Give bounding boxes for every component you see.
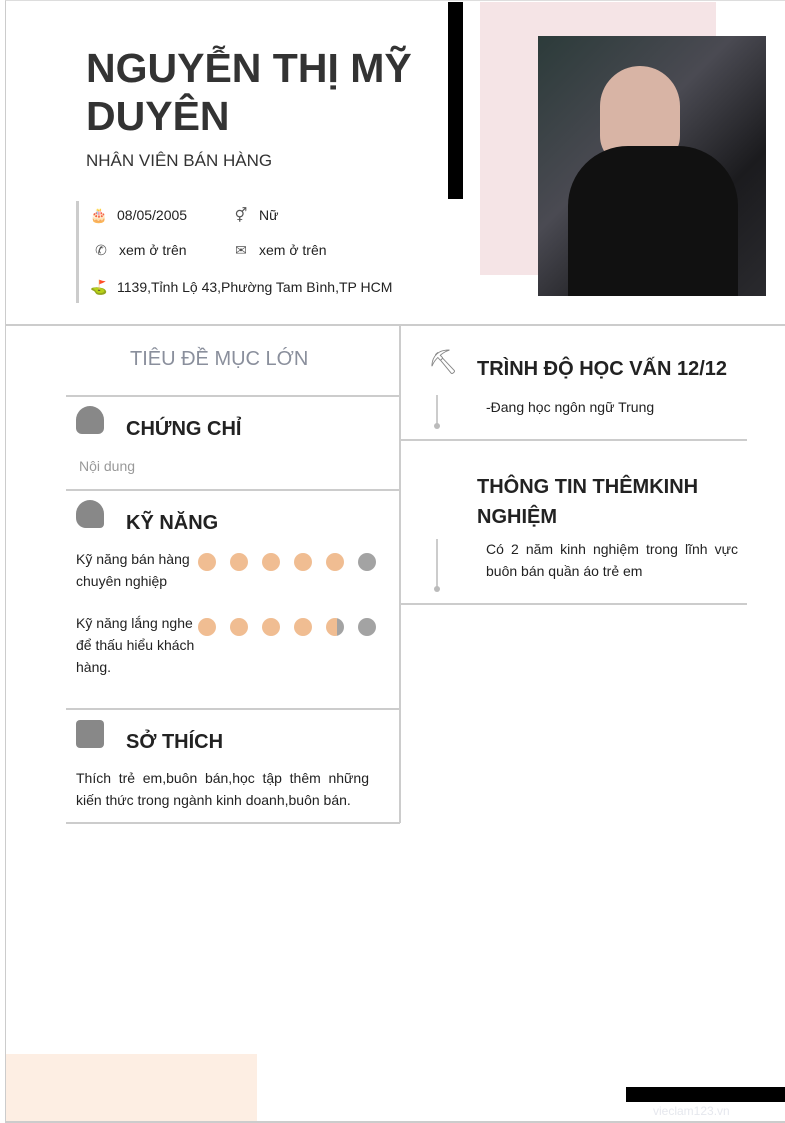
divider [66, 822, 400, 824]
gender-icon: ⚥ [234, 206, 248, 223]
divider [66, 489, 400, 491]
watermark: vieclam123.vn [653, 1104, 730, 1118]
address: 1139,Tỉnh Lộ 43,Phường Tam Bình,TP HCM [117, 279, 393, 295]
rating-dot [198, 553, 216, 571]
profile-photo [538, 36, 766, 296]
rating-dot [358, 618, 376, 636]
email-icon: ✉ [235, 241, 247, 258]
worker-shovel-icon: ⛏ [428, 349, 459, 376]
rating-dot [262, 618, 280, 636]
column-divider [399, 326, 401, 823]
rating-dot [294, 553, 312, 571]
candidate-name: NGUYỄN THỊ MỸ DUYÊN [86, 45, 412, 139]
hobbies-title: SỞ THÍCH [126, 731, 224, 753]
email: xem ở trên [259, 242, 327, 258]
rating-dot [198, 618, 216, 636]
steam-hobby-icon [76, 720, 104, 748]
header-divider [5, 324, 785, 326]
phone-icon: ✆ [95, 241, 107, 258]
divider [66, 708, 400, 710]
skill-name: Kỹ năng lắng nghe để thấu hiểu khách hàng. [76, 615, 195, 675]
rating-dot [230, 618, 248, 636]
divider [401, 603, 747, 605]
certificates-title: CHỨNG CHỈ [126, 418, 242, 440]
map-location-icon: ⛳ [90, 278, 108, 295]
divider [401, 439, 747, 441]
skill-name: Kỹ năng bán hàng chuyên nghiệp [76, 551, 190, 589]
black-bar [448, 2, 463, 199]
skill-rating [198, 553, 388, 573]
timeline-dot [434, 423, 440, 429]
head-brain-icon [76, 500, 104, 528]
job-title: NHÂN VIÊN BÁN HÀNG [86, 151, 273, 170]
skills-title: KỸ NĂNG [126, 512, 219, 534]
birthday-cake-icon: 🎂 [90, 206, 108, 223]
rating-dot [230, 553, 248, 571]
footer-black-bar [626, 1087, 785, 1102]
certificate-badge-icon [76, 406, 104, 434]
timeline-dot [434, 586, 440, 592]
rating-dot [294, 618, 312, 636]
rating-dot [262, 553, 280, 571]
experience-content: Có 2 năm kinh nghiệm trong lĩnh vực buôn bán quần áo trẻ em [486, 541, 738, 579]
certificates-content: Nội dung [79, 458, 136, 474]
hobbies-content: Thích trẻ em,buôn bán,học tập thêm những kiến thức trong ngành kinh doanh,buôn bán. [76, 770, 369, 808]
phone: xem ở trên [119, 242, 187, 258]
big-section-title: TIÊU ĐỀ MỤC LỚN [130, 348, 309, 370]
timeline-line [436, 539, 438, 589]
skill-rating [198, 618, 388, 638]
rating-dot [326, 553, 344, 571]
rating-dot [358, 553, 376, 571]
contact-info [76, 201, 416, 303]
rating-dot [326, 618, 344, 636]
birthday: 08/05/2005 [117, 207, 188, 223]
education-content: -Đang học ngôn ngữ Trung [486, 399, 655, 415]
gender: Nữ [259, 207, 279, 223]
education-title: TRÌNH ĐỘ HỌC VẤN 12/12 [477, 358, 728, 380]
experience-title: THÔNG TIN THÊMKINH NGHIỆM [477, 476, 699, 528]
peach-decor [6, 1054, 257, 1121]
divider [66, 395, 400, 397]
